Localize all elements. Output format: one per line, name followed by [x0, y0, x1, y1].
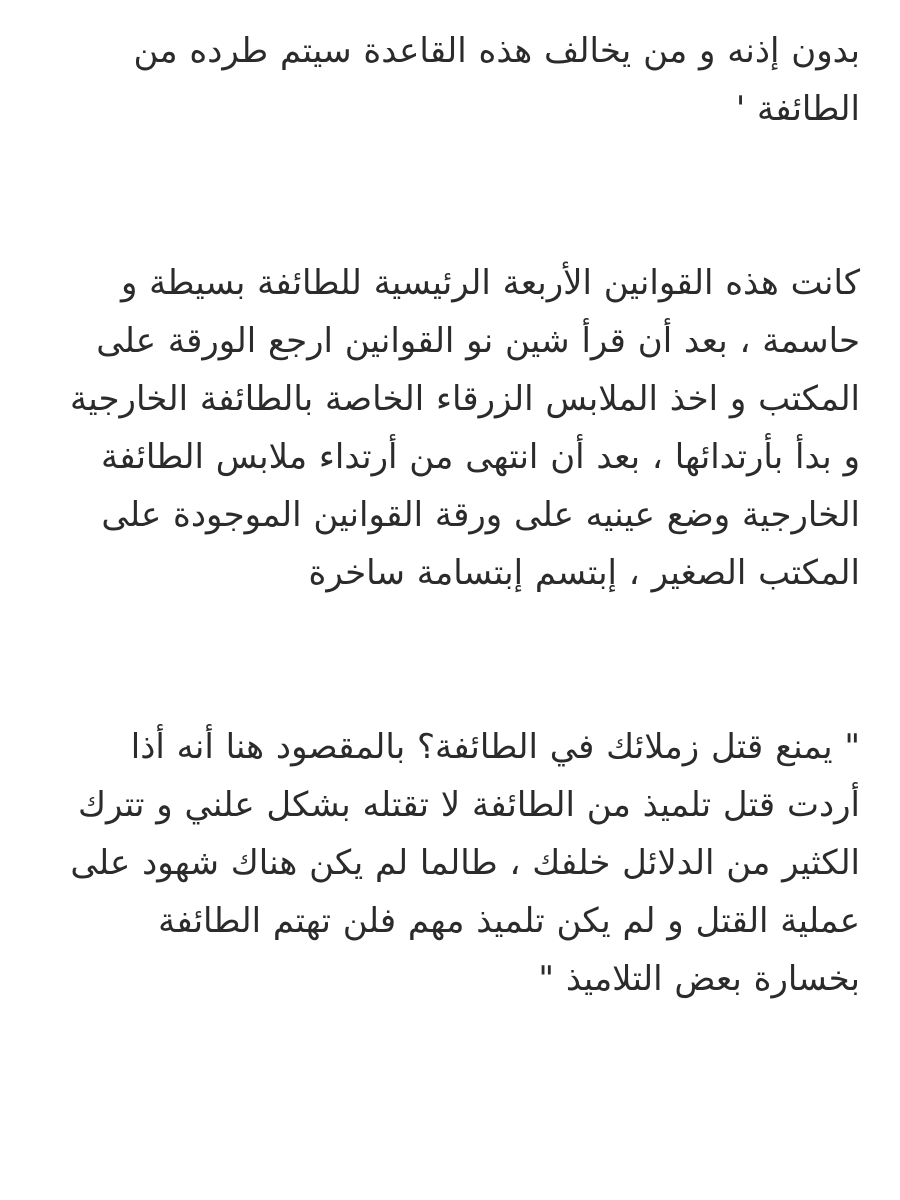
- paragraph-narration: كانت هذه القوانين الأربعة الرئيسية للطائفة بسيطة و حاسمة ، بعد أن قرأ شين نو القوانين ارجع الورقة على المكتب و اخذ الملابس الزرقاء الخاصة بالطائفة الخارجية و بدأ بأرتدائها ، بعد أن انتهى من أرتداء ملابس الطائفة الخارجية وضع عينيه على ورقة القوانين الموجودة على المكتب الصغير ، إبتسم إبتسامة ساخرة: [70, 263, 860, 593]
- paragraph-quote: " يمنع قتل زملائك في الطائفة؟ بالمقصود هنا أنه أذا أردت قتل تلميذ من الطائفة لا تقتله بشكل علني و تترك الكثير من الدلائل خلفك ، طالما لم يكن هناك شهود على عملية القتل و لم يكن تلميذ مهم فلن تهتم الطائفة بخسارة بعض التلاميذ ": [70, 727, 860, 999]
- paragraph-rule-ending: بدون إذنه و من يخالف هذه القاعدة سيتم طرده من الطائفة ': [133, 31, 860, 129]
